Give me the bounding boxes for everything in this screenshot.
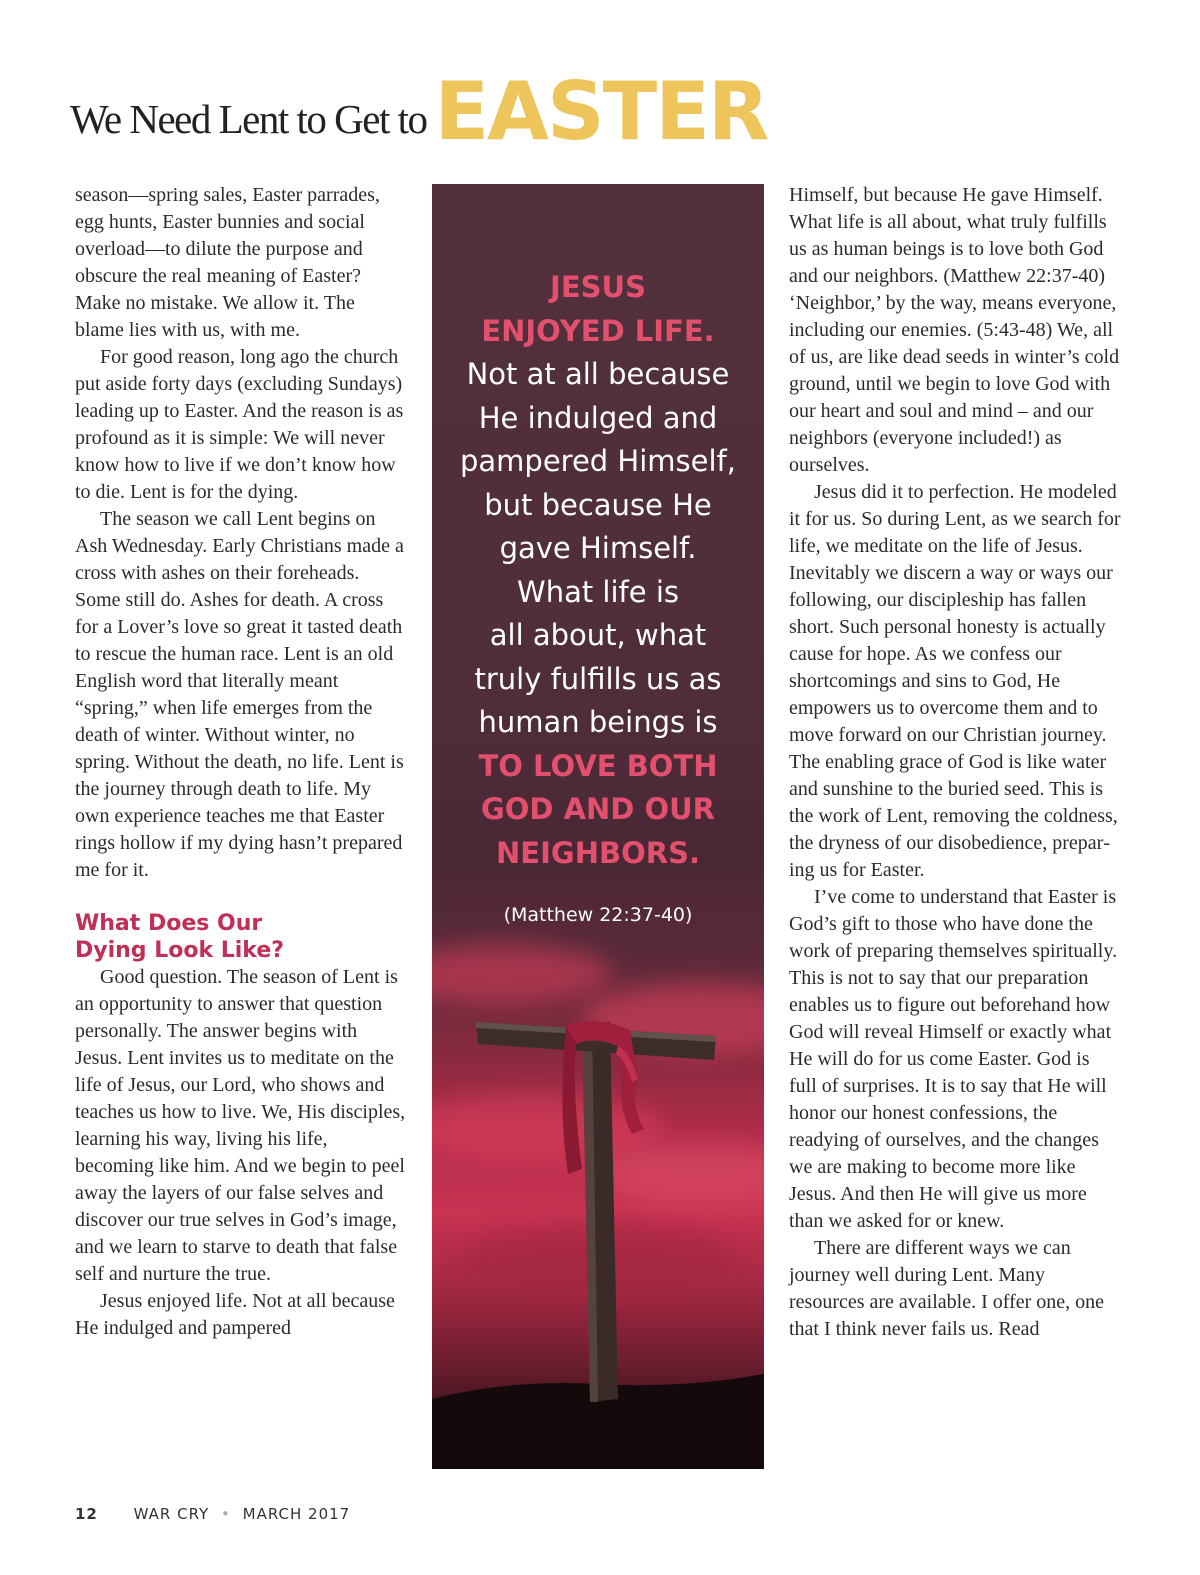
quote-highlight: JESUS (550, 270, 646, 304)
page-number: 12 (75, 1505, 98, 1523)
subhead (75, 910, 407, 964)
paragraph: Jesus enjoyed life. Not at all because He indulged and pampered (75, 1290, 395, 1339)
left-column (75, 182, 407, 1342)
quote-line: all about, what (489, 618, 707, 652)
paragraph: season—spring sales, Easter parrades, egg hunts, Easter bunnies and social overload—to dilute the purpose and obscure the real meaning of Easter? Make no mistake. We allow it. The blame lies with us, with me. (75, 184, 380, 341)
page-footer (75, 1505, 350, 1523)
paragraph: Good question. The season of Lent is an opportunity to answer that question personally. The answer begins with Jesus. Lent invites us to meditate on the life of Jesus, our Lord, who shows and teaches us how to live. We, His disciples, learning his way, living his life, becoming like him. And we begin to peel away the layers of our false selves and discover our true selves in God’s image, and we learn to starve to death that false self and nurture the true. (75, 966, 406, 1285)
quote-highlight: GOD AND OUR (480, 792, 716, 826)
title-prefix: We Need Lent to Get to (70, 96, 427, 142)
paragraph: Jesus did it to perfection. He modeled it for us. So during Lent, as we search for life, we meditate on the life of Jesus. Inevitably we discern a way or ways our following, our discipleship has fallen short. Such personal honesty is actually cause for hope. As we confess our shortcomings and sins to God, He empowers us to overcome them and to move forward on our Christian journey. The enabling grace of God is like water and sunshine to the buried seed. This is the work of Lent, removing the coldness, the dryness of our disobedience, preparing us for Easter. (789, 481, 1121, 881)
quote-highlight: NEIGHBORS. (496, 835, 700, 870)
subhead-line: Dying Look Like? (75, 938, 285, 963)
quote-line: What life is (517, 574, 679, 609)
quote-highlight: ENJOYED LIFE. (481, 313, 715, 348)
quote-line: truly fulfills us as (474, 661, 722, 696)
publication-name: WAR CRY (133, 1505, 210, 1523)
page-title (70, 65, 768, 162)
issue-date: MARCH 2017 (242, 1505, 351, 1523)
paragraph: For good reason, long ago the church put aside forty days (excluding Sundays) leading up to Easter. And the reason is as profound as it is simple: We will never know how to live if we don’t know how to die. Lent is for the dying. (75, 346, 404, 503)
quote-line: gave Himself. (499, 531, 697, 565)
cross-with-red-cloth-icon (432, 184, 764, 1469)
paragraph: Himself, but because He gave Himself. What life is all about, what truly fulfills us as human beings is to love both God and our neighbors. (Matthew 22:37-40) ‘Neighbor,’ by the way, means everyone, including our enemies. (5:43-48) We, all of us, are like dead seeds in winter’s cold ground, until we begin to love God with our heart and soul and mind – and our neighbors (everyone included!) as ourselves. (789, 184, 1120, 476)
quote-line: but because He (484, 487, 712, 522)
title-main: EASTER (434, 65, 768, 158)
subhead-line: What Does Our (75, 911, 263, 936)
quote-line: human beings is (478, 705, 718, 739)
quote-citation: (Matthew 22:37-40) (503, 904, 693, 926)
quote-line: pampered Himself, (460, 444, 736, 478)
paragraph: I’ve come to understand that Easter is God’s gift to those who have done the work of preparing themselves spiritually. This is not to say that our preparation enables us to figure out beforehand how God will reveal Himself or exactly what He will do for us come Easter. God is full of surprises. It is to say that He will honor our honest confessions, the readying of ourselves, and the changes we are making to become more like Jesus. And then He will give us more than we asked for or knew. (789, 886, 1118, 1232)
paragraph: There are different ways we can journey well during Lent. Many resources are available. I offer one, one that I think never fails us. Read (789, 1237, 1105, 1340)
quote-highlight: TO LOVE BOTH (478, 748, 718, 783)
right-column (789, 182, 1121, 1343)
quote-line: Not at all because (466, 357, 730, 391)
separator: • (221, 1505, 231, 1523)
paragraph: The season we call Lent begins on Ash Wednesday. Early Christians made a cross with ashes on their foreheads. Some still do. Ashes for death. A cross for a Lover’s love so great it tasted death to rescue the human race. Lent is an old English word that literally meant “spring,” when life emerges from the death of winter. Without winter, no spring. Without the death, no life. Lent is the journey through death to life. My own experience teaches me that Easter rings hollow if my dying hasn’t prepared me for it. (75, 508, 404, 881)
pull-quote-panel (432, 184, 764, 1469)
quote-line: He indulged and (478, 400, 718, 435)
